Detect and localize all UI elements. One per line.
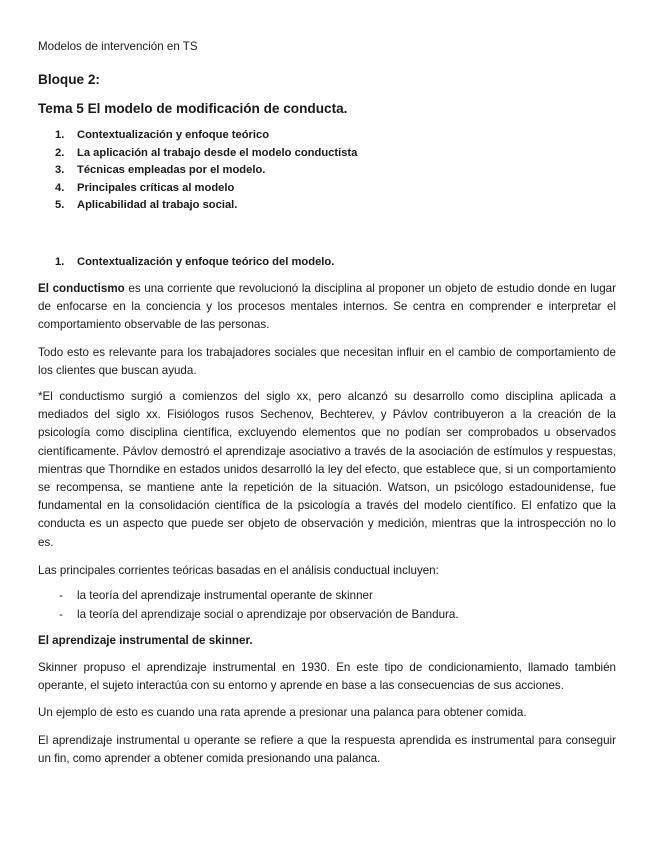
paragraph-skinner: Skinner propuso el aprendizaje instrumental en 1930. En este tipo de condicionamiento, llamado también operante, el sujeto interactúa con su entorno y aprende en base a las consecuencias de sus acciones. (38, 661, 616, 693)
paragraph-conductismo (38, 280, 616, 335)
index-item (55, 127, 615, 145)
index-text: Aplicabilidad al trabajo social. (77, 199, 238, 212)
list-item (59, 606, 619, 625)
section-number: 1. (55, 256, 65, 268)
paragraph-history: *El conductismo surgió a comienzos del siglo xx, pero alcanzó su desarrollo como disciplina aplicada a mediados del siglo xx. Fisiólogos rusos Sechenov, Bechterev, y Pávlov contribuyeron a la creación de la psicología como disciplina científica, excluyendo elementos que no podían ser comprobados u observados científicamente. Pávlov demostró el aprendizaje asociativo a través de la asociación de estímulos y respuestas, mientras que Thorndike en estados unidos desarrolló la ley del efecto, que establece que, si un comportamiento se recompensa, se mantiene ante la repetición de la situación. Watson, un psicólogo estadounidense, fue fundamental en la consolidación científica de la psicología a través del modelo científico. El enfatizo que la conducta es un aspecto que puede ser objeto de observación y medición, mientras que la introspección no lo es. (38, 390, 616, 549)
tema-title: Tema 5 El modelo de modificación de conducta. (38, 101, 348, 116)
term-conductismo: El conductismo (38, 282, 125, 295)
dash-bullet: - (59, 589, 63, 602)
list-item (59, 587, 619, 606)
section-heading (55, 254, 615, 272)
index-number: 1. (55, 129, 65, 141)
index-text: Contextualización y enfoque teórico (77, 129, 270, 141)
subheading-skinner: El aprendizaje instrumental de skinner. (38, 634, 253, 647)
paragraph-example: Un ejemplo de esto es cuando una rata aprende a presionar una palanca para obtener comida. (38, 706, 527, 719)
index-number: 4. (55, 181, 65, 194)
index-text: Principales críticas al modelo (77, 181, 235, 194)
paragraph-relevance: Todo esto es relevante para los trabajadores sociales que necesitan influir en el cambio de comportamiento de los clientes que buscan ayuda. (38, 346, 616, 378)
section-title: Contextualización y enfoque teórico del modelo. (77, 256, 335, 268)
index-text: Técnicas empleadas por el modelo. (77, 164, 266, 177)
document-header: Modelos de intervención en TS (38, 40, 198, 53)
index-text: La aplicación al trabajo desde el modelo conductista (77, 146, 358, 159)
index-item (55, 145, 615, 163)
paragraph-corrientes: Las principales corrientes teóricas basadas en el análisis conductual incluyen: (38, 564, 439, 577)
paragraph-instrumental: El aprendizaje instrumental u operante se refiere a que la respuesta aprendida es instrumental para conseguir un fin, como aprender a obtener comida presionando una palanca. (38, 734, 616, 766)
index-item (55, 180, 615, 198)
list-item-text: la teoría del aprendizaje social o aprendizaje por observación de Bandura. (77, 607, 459, 621)
dash-bullet: - (59, 607, 63, 621)
bloque-heading: Bloque 2: (38, 72, 100, 87)
index-number: 2. (55, 146, 65, 159)
section-heading-list (55, 254, 615, 272)
list-item-text: la teoría del aprendizaje instrumental operante de skinner (77, 589, 373, 602)
index-list (55, 127, 615, 215)
index-number: 5. (55, 199, 65, 212)
paragraph-text: es una corriente que revolucionó la disciplina al proponer un objeto de estudio donde en lugar de enfocarse en la conciencia y los procesos mentales internos. Se centra en comprender e interpretar el comportamiento observable de las personas. (38, 282, 616, 332)
index-item (55, 197, 615, 215)
index-item (55, 162, 615, 180)
index-number: 3. (55, 164, 65, 177)
theories-list (59, 587, 619, 624)
